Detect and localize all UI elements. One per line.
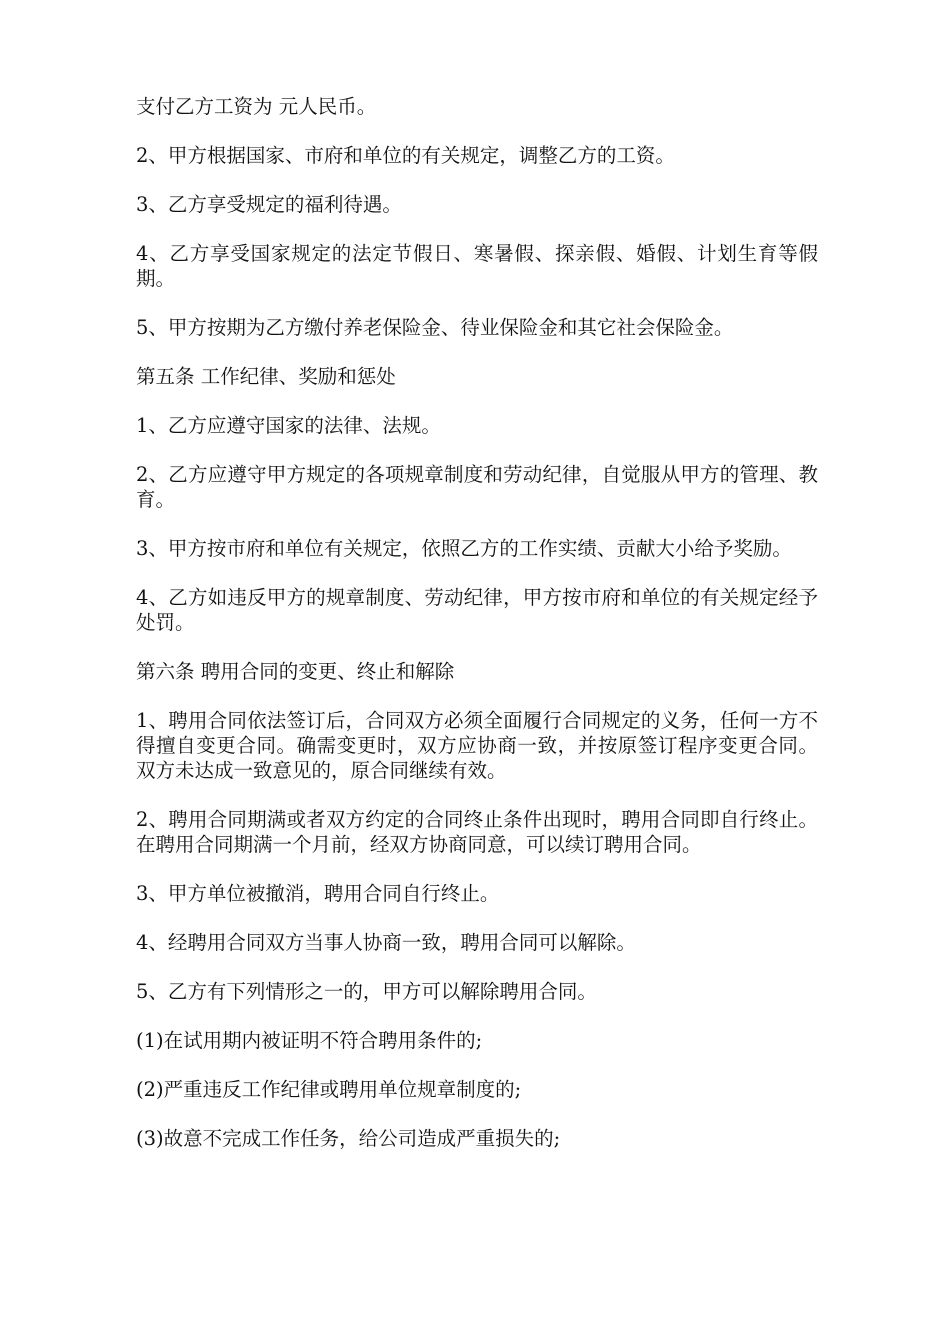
paragraph: 2、甲方根据国家、市府和单位的有关规定，调整乙方的工资。	[136, 144, 675, 167]
section-heading: 第六条 聘用合同的变更、终止和解除	[136, 660, 455, 683]
paragraph: 2、乙方应遵守甲方规定的各项规章制度和劳动纪律，自觉服从甲方的管理、教育。	[136, 463, 818, 511]
section-heading: 第五条 工作纪律、奖励和惩处	[136, 365, 396, 388]
document-body	[136, 94, 818, 1175]
paragraph: 1、聘用合同依法签订后，合同双方必须全面履行合同规定的义务，任何一方不得擅自变更合同。确需变更时，双方应协商一致，并按原签订程序变更合同。双方未达成一致意见的，原合同继续有效。	[136, 709, 818, 782]
paragraph: 2、聘用合同期满或者双方约定的合同终止条件出现时，聘用合同即自行终止。在聘用合同期满一个月前，经双方协商同意，可以续订聘用合同。	[136, 808, 818, 856]
paragraph: 支付乙方工资为 元人民币。	[136, 95, 377, 118]
paragraph: 3、甲方单位被撤消，聘用合同自行终止。	[136, 882, 500, 905]
list-item: (3)故意不完成工作任务，给公司造成严重损失的;	[136, 1127, 561, 1150]
paragraph: 4、经聘用合同双方当事人协商一致，聘用合同可以解除。	[136, 931, 636, 954]
paragraph: 4、乙方享受国家规定的法定节假日、寒暑假、探亲假、婚假、计划生育等假期。	[136, 242, 818, 290]
paragraph: 3、甲方按市府和单位有关规定，依照乙方的工作实绩、贡献大小给予奖励。	[136, 537, 792, 560]
list-item: (2)严重违反工作纪律或聘用单位规章制度的;	[136, 1078, 522, 1101]
paragraph: 5、甲方按期为乙方缴付养老保险金、待业保险金和其它社会保险金。	[136, 316, 734, 339]
list-item: (1)在试用期内被证明不符合聘用条件的;	[136, 1029, 483, 1052]
paragraph: 1、乙方应遵守国家的法律、法规。	[136, 414, 441, 437]
paragraph: 4、乙方如违反甲方的规章制度、劳动纪律，甲方按市府和单位的有关规定经予处罚。	[136, 586, 818, 634]
paragraph: 3、乙方享受规定的福利待遇。	[136, 193, 402, 216]
paragraph: 5、乙方有下列情形之一的，甲方可以解除聘用合同。	[136, 980, 597, 1003]
